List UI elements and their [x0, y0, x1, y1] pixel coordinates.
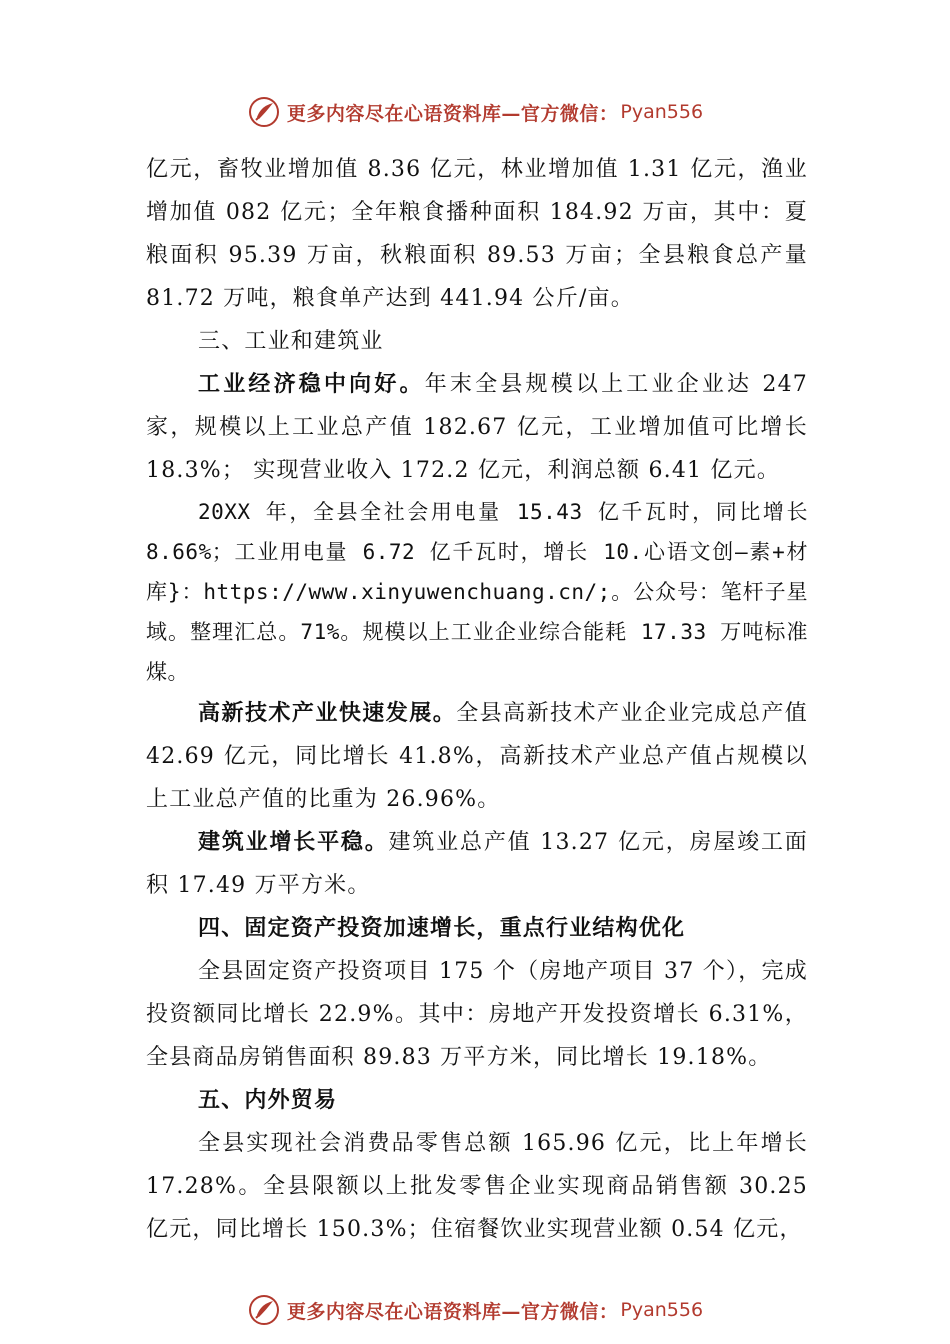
section-heading-investment: 四、固定资产投资加速增长，重点行业结构优化 — [198, 915, 686, 941]
paragraph-construction — [146, 821, 808, 907]
paragraph-lead-construction: 建筑业增长平稳。 — [198, 829, 389, 855]
section-heading-industry: 三、工业和建筑业 — [198, 329, 384, 354]
paragraph-agriculture-tail: 亿元，畜牧业增加值 8.36 亿元，林业增加值 1.31 亿元，渔业增加值 082 亿元；全年粮食播种面积 184.92 万亩，其中：夏粮面积 95.39 万亩，秋粮面积 89.53 万亩；全县粮食总产量 81.72 万吨，粮食单产达到 441.94 公斤/亩。 — [146, 157, 808, 311]
paragraph-investment: 全县固定资产投资项目 175 个（房地产项目 37 个），完成投资额同比增长 22.9%。其中：房地产开发投资增长 6.31%，全县商品房销售面积 89.83 万平方米，同比增长 19.18%。 — [146, 959, 808, 1070]
document-body — [146, 148, 808, 1251]
brand-logo-icon — [247, 1293, 281, 1327]
section-heading-trade: 五、内外贸易 — [198, 1087, 338, 1113]
paragraph-lead-industry: 工业经济稳中向好。 — [198, 371, 425, 397]
paragraph-trade: 全县实现社会消费品零售总额 165.96 亿元，比上年增长 17.28%。全县限额以上批发零售企业实现商品销售额 30.25 亿元，同比增长 150.3%；住宿餐饮业实现营业额 0.54 亿元， — [146, 1131, 808, 1242]
footer-watermark-contact: Pyan556 — [620, 1299, 704, 1321]
footer-watermark-text: 更多内容尽在心语资料库—官方微信： — [286, 1300, 619, 1323]
brand-logo-icon — [247, 95, 281, 129]
header-watermark-text: 更多内容尽在心语资料库—官方微信： — [286, 102, 619, 125]
header-watermark — [0, 92, 950, 132]
paragraph-electricity: 20XX 年，全县全社会用电量 15.43 亿千瓦时，同比增长 8.66%；工业用电量 6.72 亿千瓦时，增长 10.心语文创—素+材库}：https://www.xinyuwenchuang.cn/;。公众号：笔杆子星域。整理汇总。71%。规模以上工业企业综合能耗 17.33 万吨标准煤。 — [146, 500, 808, 684]
paragraph-hightech — [146, 692, 808, 821]
paragraph-body-construction: 建筑业总产值 13.27 亿元，房屋竣工面积 17.49 万平方米。 — [146, 830, 808, 898]
paragraph-body-hightech: 全县高新技术产业企业完成总产值 42.69 亿元，同比增长 41.8%，高新技术产业总产值占规模以上工业总产值的比重为 26.96%。 — [146, 701, 808, 812]
paragraph-lead-hightech: 高新技术产业快速发展。 — [198, 700, 457, 726]
paragraph-body-industry: 年末全县规模以上工业企业达 247 家，规模以上工业总产值 182.67 亿元，工业增加值可比增长 18.3%； 实现营业收入 172.2 亿元，利润总额 6.41 亿元。 — [146, 372, 808, 483]
footer-watermark — [0, 1290, 950, 1330]
header-watermark-contact: Pyan556 — [620, 101, 704, 123]
paragraph-industry-economy — [146, 363, 808, 492]
